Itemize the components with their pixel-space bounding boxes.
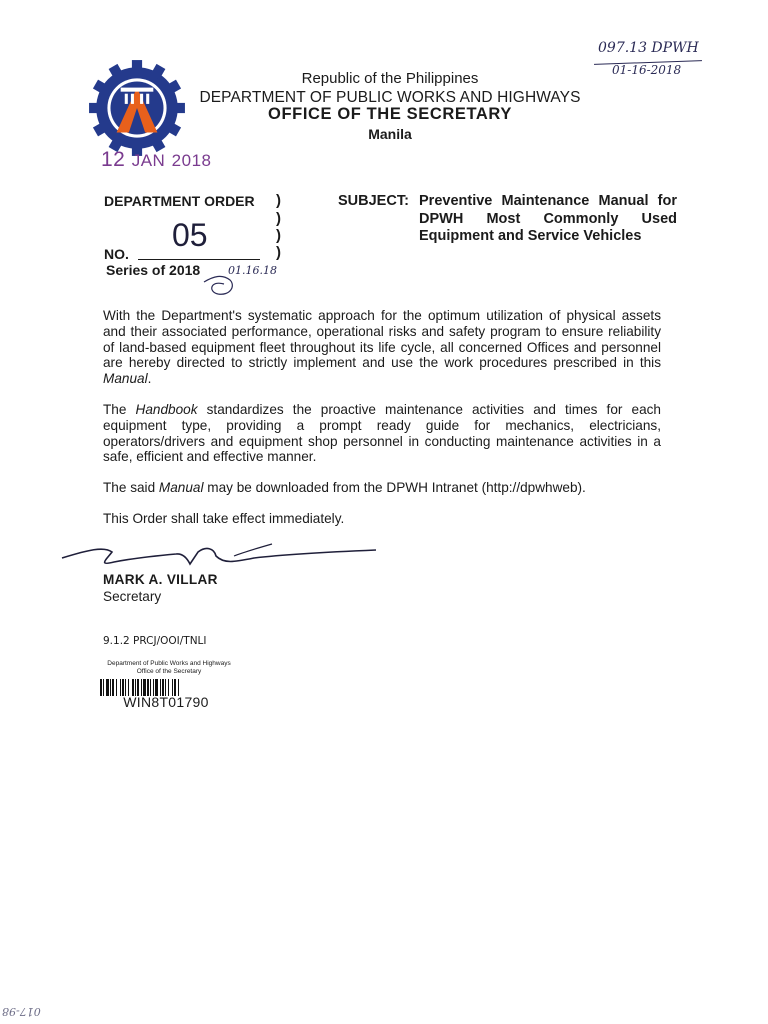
- series-initial-date: 01.16.18: [228, 264, 277, 277]
- order-number-line: [138, 259, 260, 260]
- body-paragraph: [103, 308, 661, 387]
- header-city: Manila: [368, 126, 412, 142]
- order-no-label: NO.: [104, 246, 129, 262]
- department-order-label: DEPARTMENT ORDER: [104, 193, 255, 209]
- body-text: The: [103, 402, 136, 417]
- date-stamp-day: 12: [101, 148, 126, 171]
- corner-handwritten-mark: 017-98: [2, 1005, 41, 1018]
- bracket-paren: ): [276, 244, 281, 261]
- barcode-office: Office of the Secretary: [136, 668, 202, 675]
- receipt-date: 01-16-2018: [612, 63, 682, 77]
- body-emphasis: Manual: [103, 371, 148, 387]
- body-paragraph: [103, 480, 661, 496]
- signatory-name: MARK A. VILLAR: [103, 572, 218, 587]
- body-paragraph: This Order shall take effect immediately.: [103, 511, 345, 526]
- body-emphasis: Manual: [158, 480, 204, 495]
- date-stamp-month: JAN: [131, 151, 166, 170]
- body-text: The said: [103, 480, 159, 495]
- dpwh-logo: [86, 57, 188, 159]
- handwritten-signature: [58, 536, 380, 576]
- reference-code: 9.1.2 PRCJ/OOI/TNLI: [103, 635, 207, 647]
- body-text: may be downloaded from the DPWH Intranet (http://dpwhweb).: [203, 480, 586, 495]
- header-department: DEPARTMENT OF PUBLIC WORKS AND HIGHWAYS: [199, 89, 581, 106]
- body-text: standardizes the proactive maintenance activities and times for each equipment type, providing a prompt ready guide for mechanics, electricians, operators/drivers and equipment shop personnel in conducting maintenance activities in a safe, efficient and effective manner.: [103, 402, 661, 465]
- date-stamp: [101, 148, 212, 172]
- order-series: Series of 2018: [106, 262, 201, 278]
- date-stamp-year: 2018: [171, 151, 212, 170]
- body-text: .: [147, 371, 152, 387]
- subject-label: SUBJECT:: [338, 193, 409, 209]
- header-republic: Republic of the Philippines: [301, 70, 479, 87]
- barcode-agency-label: [94, 660, 244, 676]
- bracket-paren: ): [276, 192, 281, 209]
- header-office: OFFICE OF THE SECRETARY: [268, 105, 512, 123]
- bracket-paren: ): [276, 227, 281, 244]
- receipt-code: 097.13 DPWH: [598, 40, 699, 56]
- barcode-agency: Department of Public Works and Highways: [107, 660, 231, 667]
- signatory-title: Secretary: [103, 589, 162, 604]
- bracket-paren: ): [276, 210, 281, 227]
- body-paragraph: [103, 402, 661, 465]
- body-emphasis: Handbook: [135, 402, 198, 417]
- barcode-number: WIN8T01790: [123, 694, 209, 710]
- subject-text: Preventive Maintenance Manual for DPWH Most Commonly Used Equipment and Service Vehicles: [419, 193, 677, 244]
- order-number: 05: [172, 217, 208, 253]
- body-text: With the Department's systematic approach for the optimum utilization of physical assets and their associated performance, operational risks and safety program to ensure reliability of land-based equipment fleet throughout its life cycle, all concerned Offices and personnel are hereby directed to strictly implement and use the work procedures prescribed in this: [103, 308, 661, 371]
